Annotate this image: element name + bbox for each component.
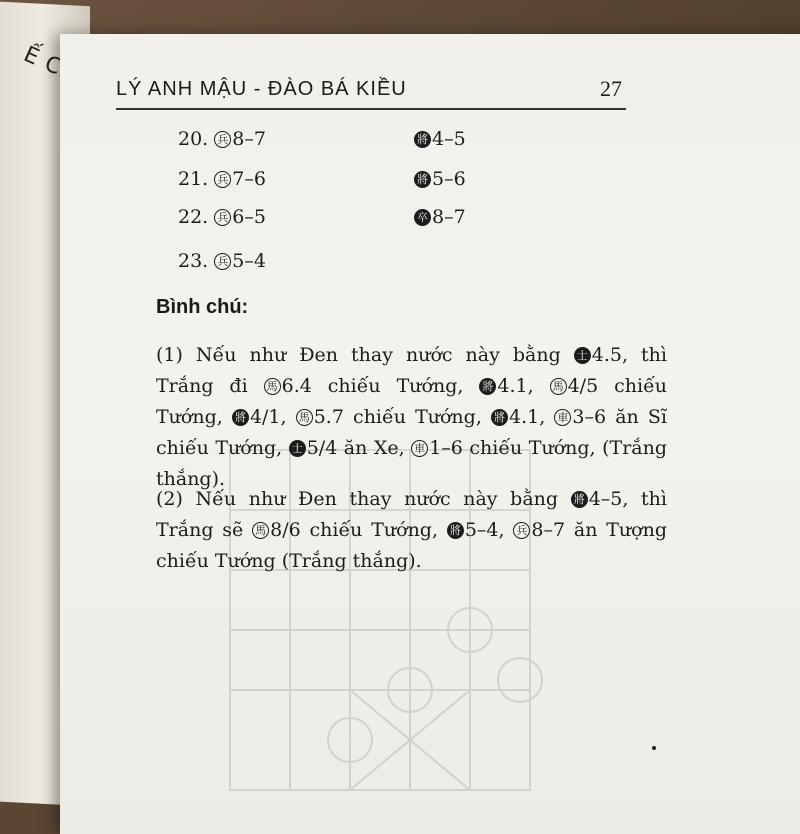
piece-icon: 馬 [550,378,567,395]
note-text: 1–6 chiếu Tướng, (Trắng thắng). [156,437,668,490]
header-rule [116,108,626,110]
move-number: 20. [178,128,209,150]
piece-icon: 將 [232,409,249,426]
note-text: (2) Nếu như Đen thay nước này bằng [156,488,571,510]
move-white [178,206,266,228]
move-notation: 4–5 [432,128,466,150]
left-page-header: Ế [19,42,44,71]
note-text: 4.1, [509,406,555,428]
move-black [414,128,466,150]
move-white [178,250,266,272]
piece-icon: 兵 [214,131,231,148]
piece-icon: 馬 [252,522,269,539]
piece-icon: 將 [414,131,431,148]
header-authors: LÝ ANH MẬU - ĐÀO BÁ KIỀU [116,78,407,100]
piece-icon: 馬 [264,378,281,395]
move-number: 21. [178,168,209,190]
note-text: 5–4, [464,519,514,541]
note-text: (1) Nếu như Đen thay nước này bằng [156,344,574,366]
piece-icon: 將 [479,378,496,395]
piece-icon: 車 [411,440,428,457]
note-text: 8/6 chiếu Tướng, [270,519,447,541]
note-text: 5.7 chiếu Tướng, [313,406,491,428]
note-text: 6.4 chiếu Tướng, [281,375,480,397]
note-text: 4–5, thì Trắng sẽ [156,488,667,541]
move-white [178,168,266,190]
piece-icon: 士 [289,440,306,457]
section-heading: Bình chú: [156,296,249,318]
piece-icon: 兵 [214,209,231,226]
move-notation: 6–5 [232,206,266,228]
piece-icon: 將 [447,522,464,539]
piece-icon: 馬 [296,409,313,426]
note-text: 4/5 chiếu Tướng, [156,375,668,428]
piece-icon: 將 [414,171,431,188]
piece-icon: 兵 [214,171,231,188]
note-text: 3–6 ăn Sĩ chiếu Tướng, [156,406,668,459]
note-2 [122,484,667,577]
move-notation: 5–4 [232,250,266,272]
page-number: 27 [600,76,622,101]
move-black [414,206,466,228]
note-1 [122,340,667,495]
piece-icon: 卒 [414,209,431,226]
move-notation: 8–7 [232,128,266,150]
piece-icon: 車 [554,409,571,426]
note-text: 4/1, [249,406,296,428]
move-notation: 7–6 [232,168,266,190]
piece-icon: 士 [574,347,591,364]
move-notation: 8–7 [432,206,466,228]
move-number: 23. [178,250,209,272]
note-text: 5/4 ăn Xe, [306,437,412,459]
piece-icon: 兵 [214,253,231,270]
move-number: 22. [178,206,209,228]
piece-icon: 兵 [513,522,530,539]
ink-speck [652,746,656,750]
piece-icon: 將 [571,491,588,508]
move-white [178,128,266,150]
move-black [414,168,466,190]
piece-icon: 將 [491,409,508,426]
note-text: 4.1, [497,375,550,397]
move-notation: 5–6 [432,168,466,190]
note-text: 8–7 ăn Tượng chiếu Tướng (Trắng thắng). [156,519,667,572]
note-text: 4.5, thì Trắng đi [156,344,667,397]
